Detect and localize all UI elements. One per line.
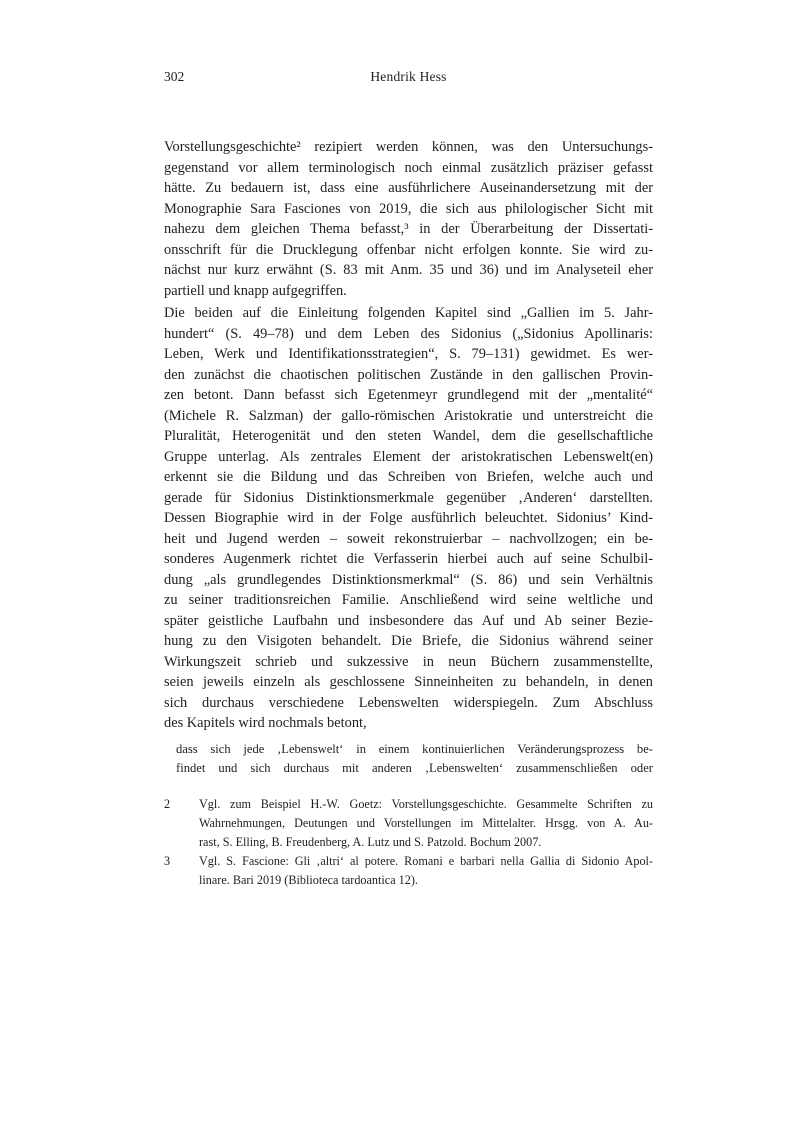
text-line: Dessen Biographie wird in der Folge ausführlich beleuchtet. Sidonius’ Kind- [164, 510, 653, 526]
running-header [164, 69, 653, 87]
text-line: hundert“ (S. 49–78) und dem Leben des Sidonius („Sidonius Apollinaris: [164, 325, 653, 342]
text-line: dung „als grundlegendes Distinktionsmerkmal“ (S. 86) und sein Verhältnis [164, 571, 653, 588]
footnote-number: 2 [164, 797, 171, 811]
text-line: heit und Jugend werden – soweit rekonstruierbar – nachvollzogen; ein be- [164, 530, 653, 547]
text-line: Gruppe unterlag. Als zentrales Element der aristokratischen Lebenswelt(en) [164, 448, 653, 465]
text-line: hätte. Zu bedauern ist, dass eine ausführlichere Auseinandersetzung mit der [164, 180, 653, 196]
text-line: erkennt sie die Bildung und das Schreiben von Briefen, welche auch und [164, 469, 653, 485]
text-line: gegenstand vor allem terminologisch noch einmal zusätzlich präziser gefasst [164, 159, 653, 176]
text-line: nächst nur kurz erwähnt (S. 83 mit Anm. 35 und 36) und im Analyseteil eher [164, 262, 653, 278]
text-line: den zunächst die chaotischen politischen Zustände in den gallischen Provin- [164, 366, 653, 383]
body-paragraph [164, 137, 653, 301]
text-line: onsschrift für die Drucklegung offenbar nicht erfolgen konnte. Sie wird zu- [164, 241, 653, 258]
footnote [164, 852, 653, 890]
text-line: dass sich jede ‚Lebenswelt‘ in einem kontinuierlichen Veränderungsprozess be- [176, 741, 653, 756]
footnote-text [199, 795, 653, 852]
text-line: sich durchaus verschiedene Lebenswelten widerspiegeln. Zum Abschluss [164, 694, 653, 711]
text-line: nahezu dem gleichen Thema befasst,³ in der Überarbeitung der Dissertati- [164, 221, 653, 237]
text-line: Wirkungszeit schrieb und sukzessive in neun Büchern zusammenstellte, [164, 653, 653, 670]
text-line: findet und sich durchaus mit anderen ‚Lebenswelten‘ zusammenschließen oder [176, 760, 653, 775]
block-quote [164, 740, 653, 778]
text-line: später geistliche Laufbahn und insbesondere das Auf und Ab seiner Bezie- [164, 612, 653, 629]
text-line: seien jeweils einzeln als geschlossene Sinneinheiten zu behandeln, in denen [164, 674, 653, 690]
footnote-number: 3 [164, 854, 171, 868]
text-line: Vorstellungsgeschichte² rezipiert werden können, was den Untersuchungs- [164, 139, 653, 155]
body-paragraph [164, 303, 653, 734]
text-line: Vgl. zum Beispiel H.-W. Goetz: Vorstellungsgeschichte. Gesammelte Schriften zu [199, 797, 653, 811]
text-line: partiell und knapp aufgegriffen. [164, 282, 347, 299]
footnote [164, 795, 653, 852]
page-number: 302 [164, 69, 185, 84]
text-line: linare. Bari 2019 (Biblioteca tardoantica 12). [199, 873, 418, 887]
running-title: Hendrik Hess [370, 69, 447, 84]
text-line: gerade für Sidonius Distinktionsmerkmale gegenüber ‚Anderen‘ darstellten. [164, 489, 653, 506]
text-line: hung zu den Visigoten behandelt. Die Briefe, die Sidonius während seiner [164, 633, 653, 649]
text-line: Wahrnehmungen, Deutungen und Vorstellungen im Mittelalter. Hrsgg. von A. Au- [199, 816, 653, 830]
text-line: Pluralität, Heterogenität und den steten Wandel, dem die gesellschaftliche [164, 428, 653, 444]
text-line: Die beiden auf die Einleitung folgenden Kapitel sind „Gallien im 5. Jahr- [164, 305, 653, 321]
text-line: rast, S. Elling, B. Freudenberg, A. Lutz und S. Patzold. Bochum 2007. [199, 835, 542, 849]
text-line: zu seiner traditionsreichen Familie. Anschließend wird seine weltliche und [164, 592, 653, 608]
text-line: sonderes Augenmerk richtet die Verfasserin hierbei auch auf seine Schulbil- [164, 551, 653, 567]
text-line: Vgl. S. Fascione: Gli ‚altri‘ al potere. Romani e barbari nella Gallia di Sidonio Apol- [199, 854, 653, 868]
text-line: Leben, Werk und Identifikationsstrategien“, S. 79–131) gewidmet. Es wer- [164, 346, 653, 362]
footnotes-section [164, 795, 653, 890]
body-text-block [164, 137, 653, 778]
text-line: des Kapitels wird nochmals betont, [164, 715, 367, 731]
text-line: Monographie Sara Fasciones von 2019, die sich aus philologischer Sicht mit [164, 200, 653, 217]
footnote-text [199, 852, 653, 890]
text-line: (Michele R. Salzman) der gallo-römischen Aristokratie und unterstreicht die [164, 407, 653, 424]
text-line: zen betont. Dann befasst sich Egetenmeyr grundlegend mit der „mentalité“ [164, 387, 653, 403]
